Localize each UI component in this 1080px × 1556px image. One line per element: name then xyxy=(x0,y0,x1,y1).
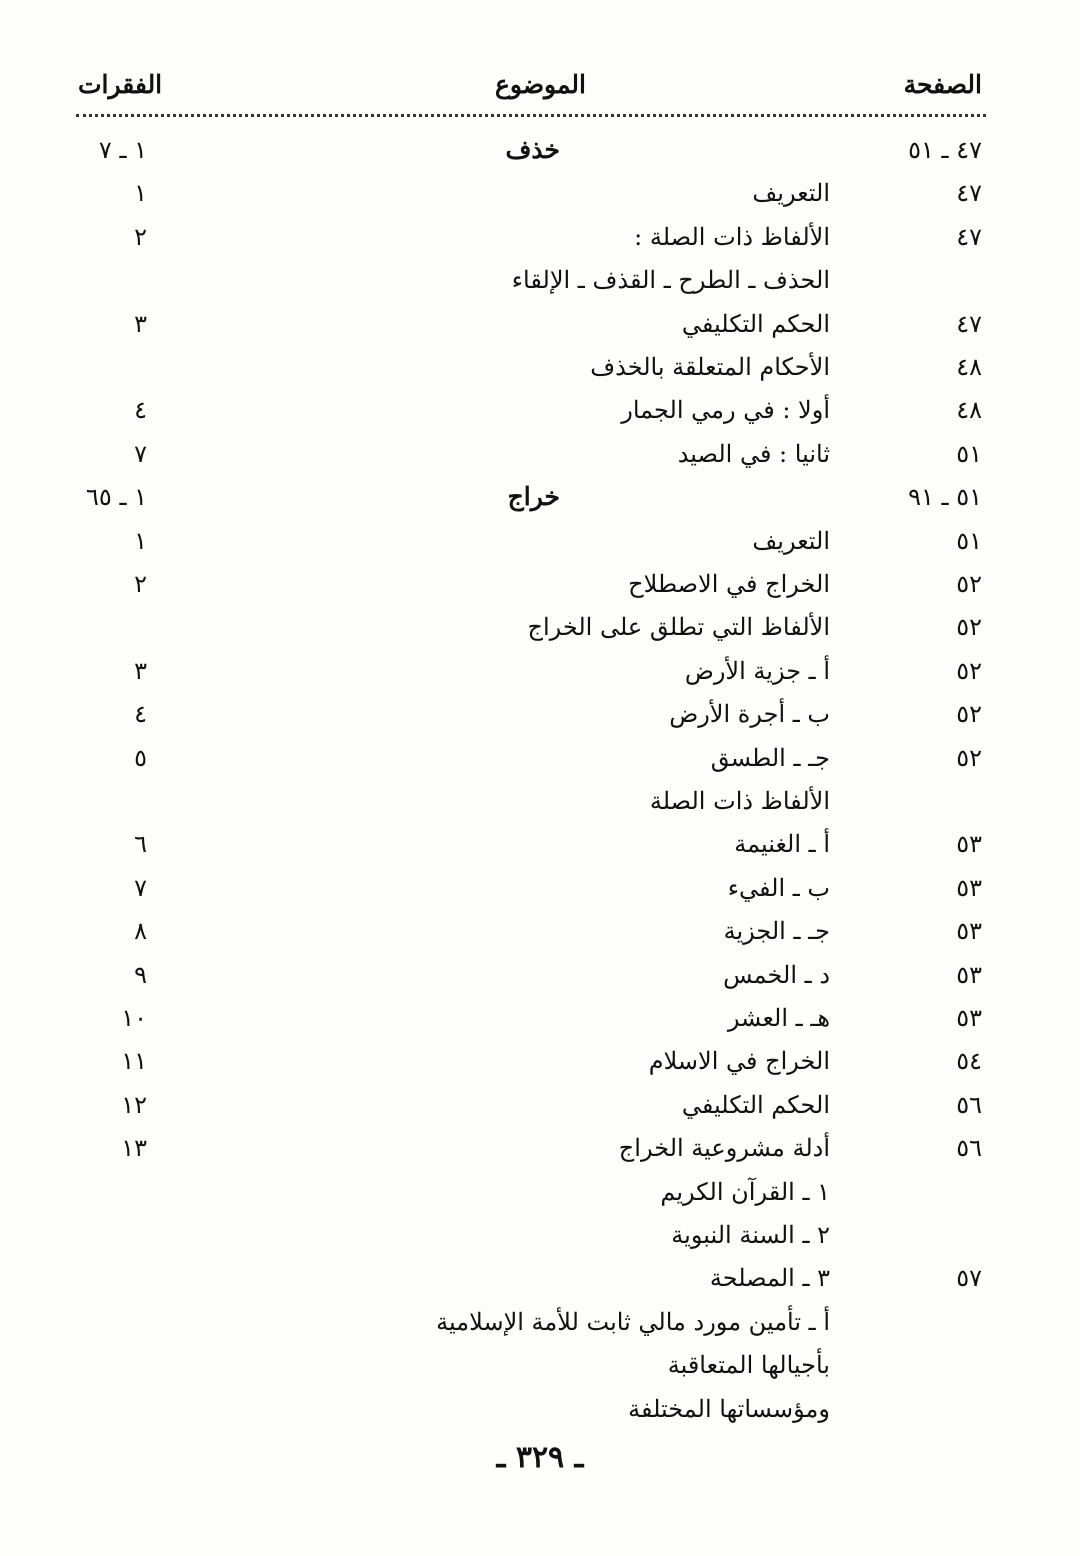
row-title: خراج xyxy=(507,482,560,512)
index-row xyxy=(0,434,1080,474)
index-row xyxy=(0,390,1080,430)
row-paragraphs: ٦ xyxy=(134,830,147,859)
row-topic: ب ـ أجرة الأرض xyxy=(669,700,830,729)
row-page: ٥٢ xyxy=(956,656,982,685)
row-paragraphs: ٤ xyxy=(134,700,147,729)
row-paragraphs: ١ xyxy=(134,179,147,208)
row-page: ٤٧ ـ ٥١ xyxy=(908,136,982,164)
row-page: ٥٣ xyxy=(956,873,982,902)
row-topic: ومؤسساتها المختلفة xyxy=(628,1394,830,1423)
index-row xyxy=(0,1041,1080,1081)
index-row xyxy=(0,781,1080,821)
row-page: ٥٣ xyxy=(956,960,982,989)
row-paragraphs: ١١ xyxy=(121,1047,147,1076)
row-paragraphs: ٩ xyxy=(134,960,147,989)
row-paragraphs: ٨ xyxy=(134,917,147,946)
row-topic: الألفاظ ذات الصلة xyxy=(649,787,830,815)
row-paragraphs: ١ xyxy=(134,526,147,555)
index-row xyxy=(0,1215,1080,1255)
row-topic: أ ـ الغنيمة xyxy=(734,830,830,859)
row-topic: ١ ـ القرآن الكريم xyxy=(660,1177,830,1206)
row-page: ٥٢ xyxy=(956,743,982,772)
index-row xyxy=(0,130,1080,170)
row-page: ٥٢ xyxy=(956,570,982,598)
index-row xyxy=(0,477,1080,517)
row-page: ٤٧ xyxy=(956,309,982,338)
row-page: ٥٣ xyxy=(956,830,982,859)
page-number: ـ ٣٢٩ ـ xyxy=(496,1440,584,1475)
row-page: ٥٦ xyxy=(956,1134,982,1163)
row-topic: الحذف ـ الطرح ـ القذف ـ الإلقاء xyxy=(511,266,830,295)
row-topic: أولا : في رمي الجمار xyxy=(621,396,830,425)
index-row xyxy=(0,347,1080,387)
row-page: ٥٦ xyxy=(956,1090,982,1119)
header-topic: الموضوع xyxy=(495,70,586,99)
row-paragraphs: ١٢ xyxy=(121,1090,147,1119)
row-page: ٥٣ xyxy=(956,917,982,946)
row-topic: التعريف xyxy=(752,179,830,208)
index-row xyxy=(0,911,1080,951)
index-row xyxy=(0,1345,1080,1385)
index-row xyxy=(0,824,1080,864)
index-row xyxy=(0,694,1080,734)
row-topic: ٢ ـ السنة النبوية xyxy=(671,1221,830,1249)
index-row xyxy=(0,651,1080,691)
index-row xyxy=(0,1085,1080,1125)
row-paragraphs: ١ ـ ٦٥ xyxy=(86,483,147,512)
header-page: الصفحة xyxy=(903,70,982,99)
row-topic: جـ ـ الجزية xyxy=(723,917,830,946)
row-topic: أدلة مشروعية الخراج xyxy=(618,1134,830,1163)
row-paragraphs: ٢ xyxy=(134,222,147,251)
row-topic: بأجيالها المتعاقبة xyxy=(667,1351,830,1380)
row-paragraphs: ٤ xyxy=(134,396,147,425)
row-paragraphs: ٣ xyxy=(134,656,147,685)
row-page: ٤٨ xyxy=(956,396,982,425)
row-paragraphs: ١٣ xyxy=(121,1134,147,1163)
index-row xyxy=(0,607,1080,647)
row-topic: الألفاظ التي تطلق على الخراج xyxy=(527,613,830,642)
row-paragraphs: ٧ xyxy=(134,439,147,468)
index-row xyxy=(0,1172,1080,1212)
row-paragraphs: ٥ xyxy=(134,743,147,772)
row-topic: الخراج في الاسلام xyxy=(648,1047,830,1076)
row-page: ٤٧ xyxy=(956,179,982,208)
row-topic: أ ـ تأمين مورد مالي ثابت للأمة الإسلامية xyxy=(436,1307,830,1336)
row-paragraphs: ١ ـ ٧ xyxy=(98,136,147,164)
row-paragraphs: ١٠ xyxy=(121,1004,147,1032)
index-row xyxy=(0,260,1080,300)
row-topic: الألفاظ ذات الصلة : xyxy=(634,222,830,251)
row-page: ٥١ xyxy=(956,439,982,468)
row-topic: ٣ ـ المصلحة xyxy=(709,1264,830,1293)
index-row xyxy=(0,1258,1080,1298)
index-row xyxy=(0,998,1080,1038)
row-topic: الحكم التكليفي xyxy=(681,1090,830,1119)
row-topic: ب ـ الفيء xyxy=(727,873,830,902)
row-page: ٤٧ xyxy=(956,222,982,251)
dotted-divider xyxy=(76,114,986,117)
row-page: ٥٢ xyxy=(956,700,982,729)
index-row xyxy=(0,173,1080,213)
row-topic: هـ ـ العشر xyxy=(727,1004,830,1032)
index-row xyxy=(0,564,1080,604)
row-topic: الخراج في الاصطلاح xyxy=(628,570,830,598)
index-row xyxy=(0,217,1080,257)
index-row xyxy=(0,521,1080,561)
row-page: ٥٣ xyxy=(956,1004,982,1032)
index-row xyxy=(0,1302,1080,1342)
row-topic: التعريف xyxy=(752,526,830,555)
row-topic: جـ ـ الطسق xyxy=(710,743,830,772)
row-paragraphs: ٧ xyxy=(134,873,147,902)
row-topic: الأحكام المتعلقة بالخذف xyxy=(590,353,830,381)
row-paragraphs: ٣ xyxy=(134,309,147,338)
row-page: ٥١ ـ ٩١ xyxy=(908,483,982,512)
row-title: خذف xyxy=(505,135,560,164)
index-row xyxy=(0,1389,1080,1429)
index-row xyxy=(0,304,1080,344)
row-paragraphs: ٢ xyxy=(134,570,147,598)
index-row xyxy=(0,1128,1080,1168)
index-row xyxy=(0,868,1080,908)
row-page: ٤٨ xyxy=(956,353,982,381)
header-paragraphs: الفقرات xyxy=(78,70,163,99)
row-topic: الحكم التكليفي xyxy=(681,309,830,338)
index-row xyxy=(0,738,1080,778)
row-page: ٥٧ xyxy=(956,1264,982,1293)
row-topic: ثانيا : في الصيد xyxy=(677,439,830,468)
row-topic: أ ـ جزية الأرض xyxy=(684,656,830,685)
row-page: ٥٢ xyxy=(956,613,982,642)
row-page: ٥١ xyxy=(956,526,982,555)
index-row xyxy=(0,955,1080,995)
row-page: ٥٤ xyxy=(956,1047,982,1076)
row-topic: د ـ الخمس xyxy=(723,960,830,989)
